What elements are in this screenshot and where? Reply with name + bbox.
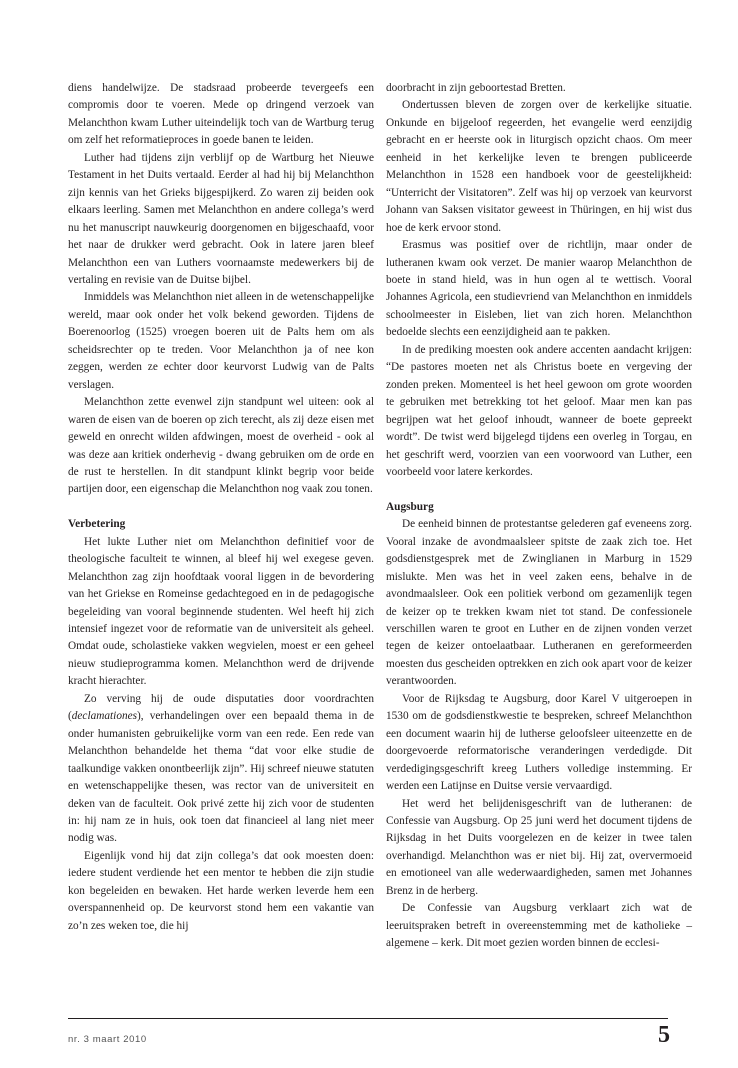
right-paragraph-5: De eenheid binnen de protestantse gelederen gaf eveneens zorg. Vooral inzake de avondmaalsleer spitste de zaak zich toe. Het godsdienstgesprek met de Zwinglianen in Marburg in 1529 mislukte. Men was het in veel zaken eens, behalve in de avondmaalsleer. Ook een politiek verbond om gezamenlijk tegen de keizer op te trekken kwam niet tot stand. De confessionele verschillen waren te groot en Luther en de zijnen vonden verzet tegen de keizer ontoelaatbaar. Lutheranen en gereformeerden moesten dus gescheiden optrekken en zich ook apart voor de keizer verantwoorden.	[386, 518, 692, 688]
left-paragraph-7: Eigenlijk vond hij dat zijn collega’s dat ook moesten doen: iedere student verdiende het een mentor te hebben die zijn studie kon begeleiden en bewaken. Het harde werken leverde hem een overspannenheid op. De keurvorst stond hem een vakantie van zo’n zes weken toe, die hij	[68, 849, 374, 932]
right-paragraph-2: Ondertussen bleven de zorgen over de kerkelijke situatie. Onkunde en bijgeloof regeerden, het evangelie werd eenzijdig gebracht en er heerste ook in liturgisch opzicht chaos. Om meer eenheid in het kerkelijke leven te brengen publiceerde Melanchthon in 1528 een handboek voor de geestelijkheid: “Unterricht der Visitatoren”. Zelf was hij op verzoek van keurvorst Johann van Saksen visitator geweest in Thüringen, en hij wist dus hoe de kerk ervoor stond.	[386, 99, 692, 234]
left-paragraph-1: diens handelwijze. De stadsraad probeerde tevergeefs een compromis door te voeren. Mede op dringend verzoek van Melanchthon kwam Luther uiteindelijk toch van de Wartburg terug om zelf het reformatieproces in goede banen te leiden.	[68, 82, 374, 147]
footer-rule	[68, 1018, 668, 1019]
section-spacer	[68, 499, 374, 516]
paragraph-6-end: ), verhandelingen over een bepaald thema in de onder humanisten gebruikelijke vorm van een rede. Een rede van Melanchthon behandelde het thema “dat voor elke studie de taalkundige vakken onontbeerlijk zijn”. Hij schreef nieuwe statuten en wetenschappelijke thesen, was rector van de universiteit en deken van de faculteit. Ook privé zette hij zich voor de studenten in: hij nam ze in huis, ook toen dat financieel al lang niet meer nodig was.	[68, 710, 374, 845]
page-number: 5	[658, 1022, 670, 1048]
right-paragraph-1: doorbracht in zijn geboortestad Bretten.	[386, 82, 566, 94]
right-paragraph-3: Erasmus was positief over de richtlijn, maar onder de lutheranen kwam ook verzet. De manier waarop Melanchthon de boete in stand hield, was in hun ogen al te wettisch. Vooral Johannes Agricola, een studievriend van Melanchthon en inmiddels schoolmeester in Eisleben, liet van zich horen. Melanchthon bedoelde slechts een eenzijdigheid aan te pakken.	[386, 239, 692, 339]
right-paragraph-7: Het werd het belijdenisgeschrift van de lutheranen: de Confessie van Augsburg. Op 25 juni werd het document tijdens de Rijksdag in het Duits voorgelezen en de keizer in twee talen overhandigd. Melanchthon was er niet bij. Hij zat, oververmoeid en emotioneel van alle wederwaardigheden, samen met Johannes Brenz in de herberg.	[386, 797, 692, 897]
left-paragraph-6	[68, 691, 374, 848]
section-spacer	[386, 481, 692, 498]
right-paragraph-6: Voor de Rijksdag te Augsburg, door Karel V uitgeroepen in 1530 om de godsdienstkwestie te bespreken, schreef Melanchthon een document waarin hij de lutherse geloofsleer uiteenzette en de doorgevoerde reformatorische veranderingen verdedigde. Dit verdedigingsgeschrift kreeg Luthers volledige instemming. Er werden een Latijnse en Duitse versie vervaardigd.	[386, 692, 692, 793]
left-paragraph-5: Het lukte Luther niet om Melanchthon definitief voor de theologische faculteit te winnen, al bleef hij wel exegese geven. Melanchthon zag zijn hoofdtaak vooral liggen in de bevordering van het Griekse en Romeinse gedachtegoed en in de pedagogische begeleiding van vooral beginnende studenten. Wel heeft hij zich intensief ingezet voor de reformatie van de universiteit als geheel. Omdat oude, scholastieke vakken wegvielen, moest er een geheel nieuw studieprogramma komen. Melanchthon werd de drijvende kracht hierachter.	[68, 535, 374, 688]
footer-issue: nr. 3 maart 2010	[68, 1034, 147, 1045]
left-column	[68, 80, 374, 935]
paragraph-6-start: Zo verving hij de oude disputaties door voordrachten (	[68, 692, 374, 723]
right-paragraph-8: De Confessie van Augsburg verklaart zich wat de leeruitspraken betreft in overeenstemming met de katholieke – algemene – kerk. Dit moet gezien worden binnen de ecclesi-	[386, 902, 692, 950]
right-paragraph-4: In de prediking moesten ook andere accenten aandacht krijgen: “De pastores moeten net als Christus boete en vergeving der zonden preken. Momenteel is het heel gewoon om grote woorden te gebruiken met betrekking tot het geloof. Maar men kan pas begrijpen wat het geloof inhoudt, wanneer de boete gepreekt wordt”. De twist werd bijgelegd tijdens een overleg in Torgau, en het geschrift werd, voorzien van een voorwoord van Luther, een voorbeeld voor latere kerkordes.	[386, 343, 692, 478]
left-paragraph-2: Luther had tijdens zijn verblijf op de Wartburg het Nieuwe Testament in het Duits vertaald. Eerder al had hij bij Melanchthon zijn kennis van het Grieks bijgespijkerd. Zo waren zij beiden ook elkaars leerling. Samen met Melanchthon en andere collega’s werd nu het manuscript nauwkeurig doorgenomen en bijgeschaafd, voor het naar de drukker werd gebracht. Ook in latere jaren bleef Melanchthon een van Luthers voornaamste medewerkers bij de vertaling en revisie van de Duitse bijbel.	[68, 151, 374, 286]
right-column	[386, 80, 692, 953]
latin-term-declamationes: declamationes	[71, 710, 138, 723]
section-heading-verbetering: Verbetering	[68, 518, 126, 531]
section-heading-augsburg: Augsburg	[386, 500, 434, 513]
left-paragraph-4: Melanchthon zette evenwel zijn standpunt wel uiteen: ook al waren de eisen van de boeren op zich terecht, als zij deze eisen met geweld en onrecht wilden afdwingen, moest de overheid - ook al was deze aan kritiek onderhevig - dwang gebruiken om de orde en de rust te herstellen. In dit standpunt klinkt begrip voor beide partijen door, een eigenschap die Melanchthon nog vaak zou tonen.	[68, 396, 374, 496]
left-paragraph-3: Inmiddels was Melanchthon niet alleen in de wetenschappelijke wereld, maar ook onder het volk bekend geworden. Tijdens de Boerenoorlog (1525) vroegen boeren uit de Palts hem om als scheidsrechter op te treden. Voor Melanchthon ja of nee kon zeggen, werden ze echter door keurvorst Ludwig van de Palts verslagen.	[68, 291, 374, 391]
